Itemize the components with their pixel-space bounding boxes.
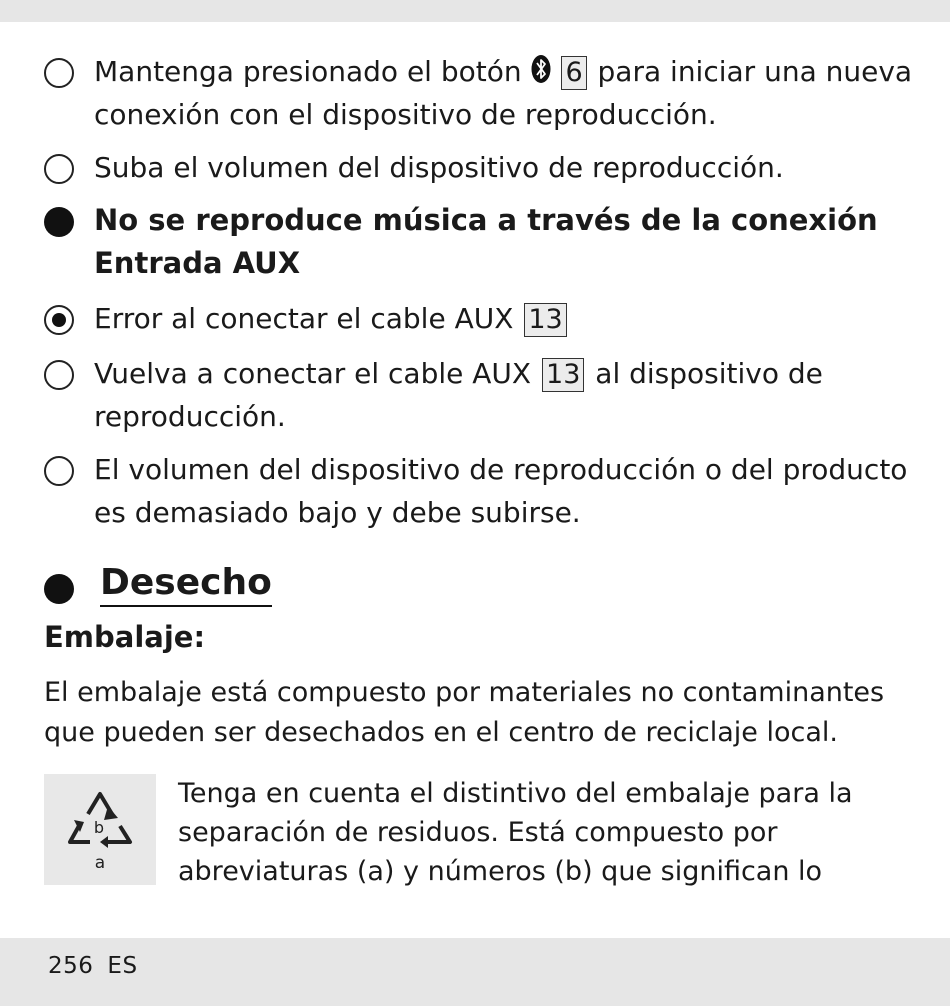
reference-number-box: 13 — [542, 358, 584, 392]
open-circle-bullet-icon — [44, 360, 74, 390]
instruction-raise-volume: Suba el volumen del dispositivo de reproducción. — [44, 146, 924, 189]
reference-number-box: 6 — [561, 56, 586, 90]
reference-number-box: 13 — [524, 303, 566, 337]
open-circle-bullet-icon — [44, 58, 74, 88]
filled-circle-bullet-icon — [44, 574, 74, 604]
cause-aux-cable: Error al conectar el cable AUX 13 — [44, 297, 924, 340]
footer-text — [48, 953, 138, 979]
instruction-volume-low: El volumen del dispositivo de reproducción o del producto es demasiado bajo y debe subirse. — [44, 448, 924, 534]
open-circle-bullet-icon — [44, 154, 74, 184]
recycling-triangle-icon — [44, 774, 156, 885]
page-footer — [0, 938, 950, 1006]
top-margin-bar — [0, 0, 950, 22]
section-title-desecho: Desecho — [44, 562, 272, 603]
instruction-reconnect-aux: Vuelva a conectar el cable AUX 13 al dispositivo de reproducción. — [44, 352, 924, 438]
packaging-text: El embalaje está compuesto por materiales no contaminantes que pueden ser desechados en el centro de reciclaje local. — [44, 677, 885, 748]
problem-heading-aux: No se reproduce música a través de la conexión Entrada AUX — [44, 199, 924, 285]
instruction-hold-bluetooth: Mantenga presionado el botón 6 para iniciar una nueva conexión con el dispositivo de reproducción. — [44, 50, 924, 136]
packaging-note: Tenga en cuenta el distintivo del embalaje para la separación de residuos. Está compuesto por abreviaturas (a) y números (b) que significan lo — [178, 778, 853, 887]
packaging-heading: Embalaje: — [44, 620, 206, 654]
recycling-code-a: a — [94, 853, 106, 873]
language-code: ES — [107, 953, 138, 979]
bluetooth-icon — [531, 54, 551, 84]
page-number: 256 — [48, 953, 94, 979]
open-circle-bullet-icon — [44, 456, 74, 486]
cause-bullet-icon — [44, 305, 74, 335]
recycling-code-b: b — [93, 818, 105, 837]
filled-circle-bullet-icon — [44, 207, 74, 237]
recycling-symbol-box — [44, 774, 156, 885]
